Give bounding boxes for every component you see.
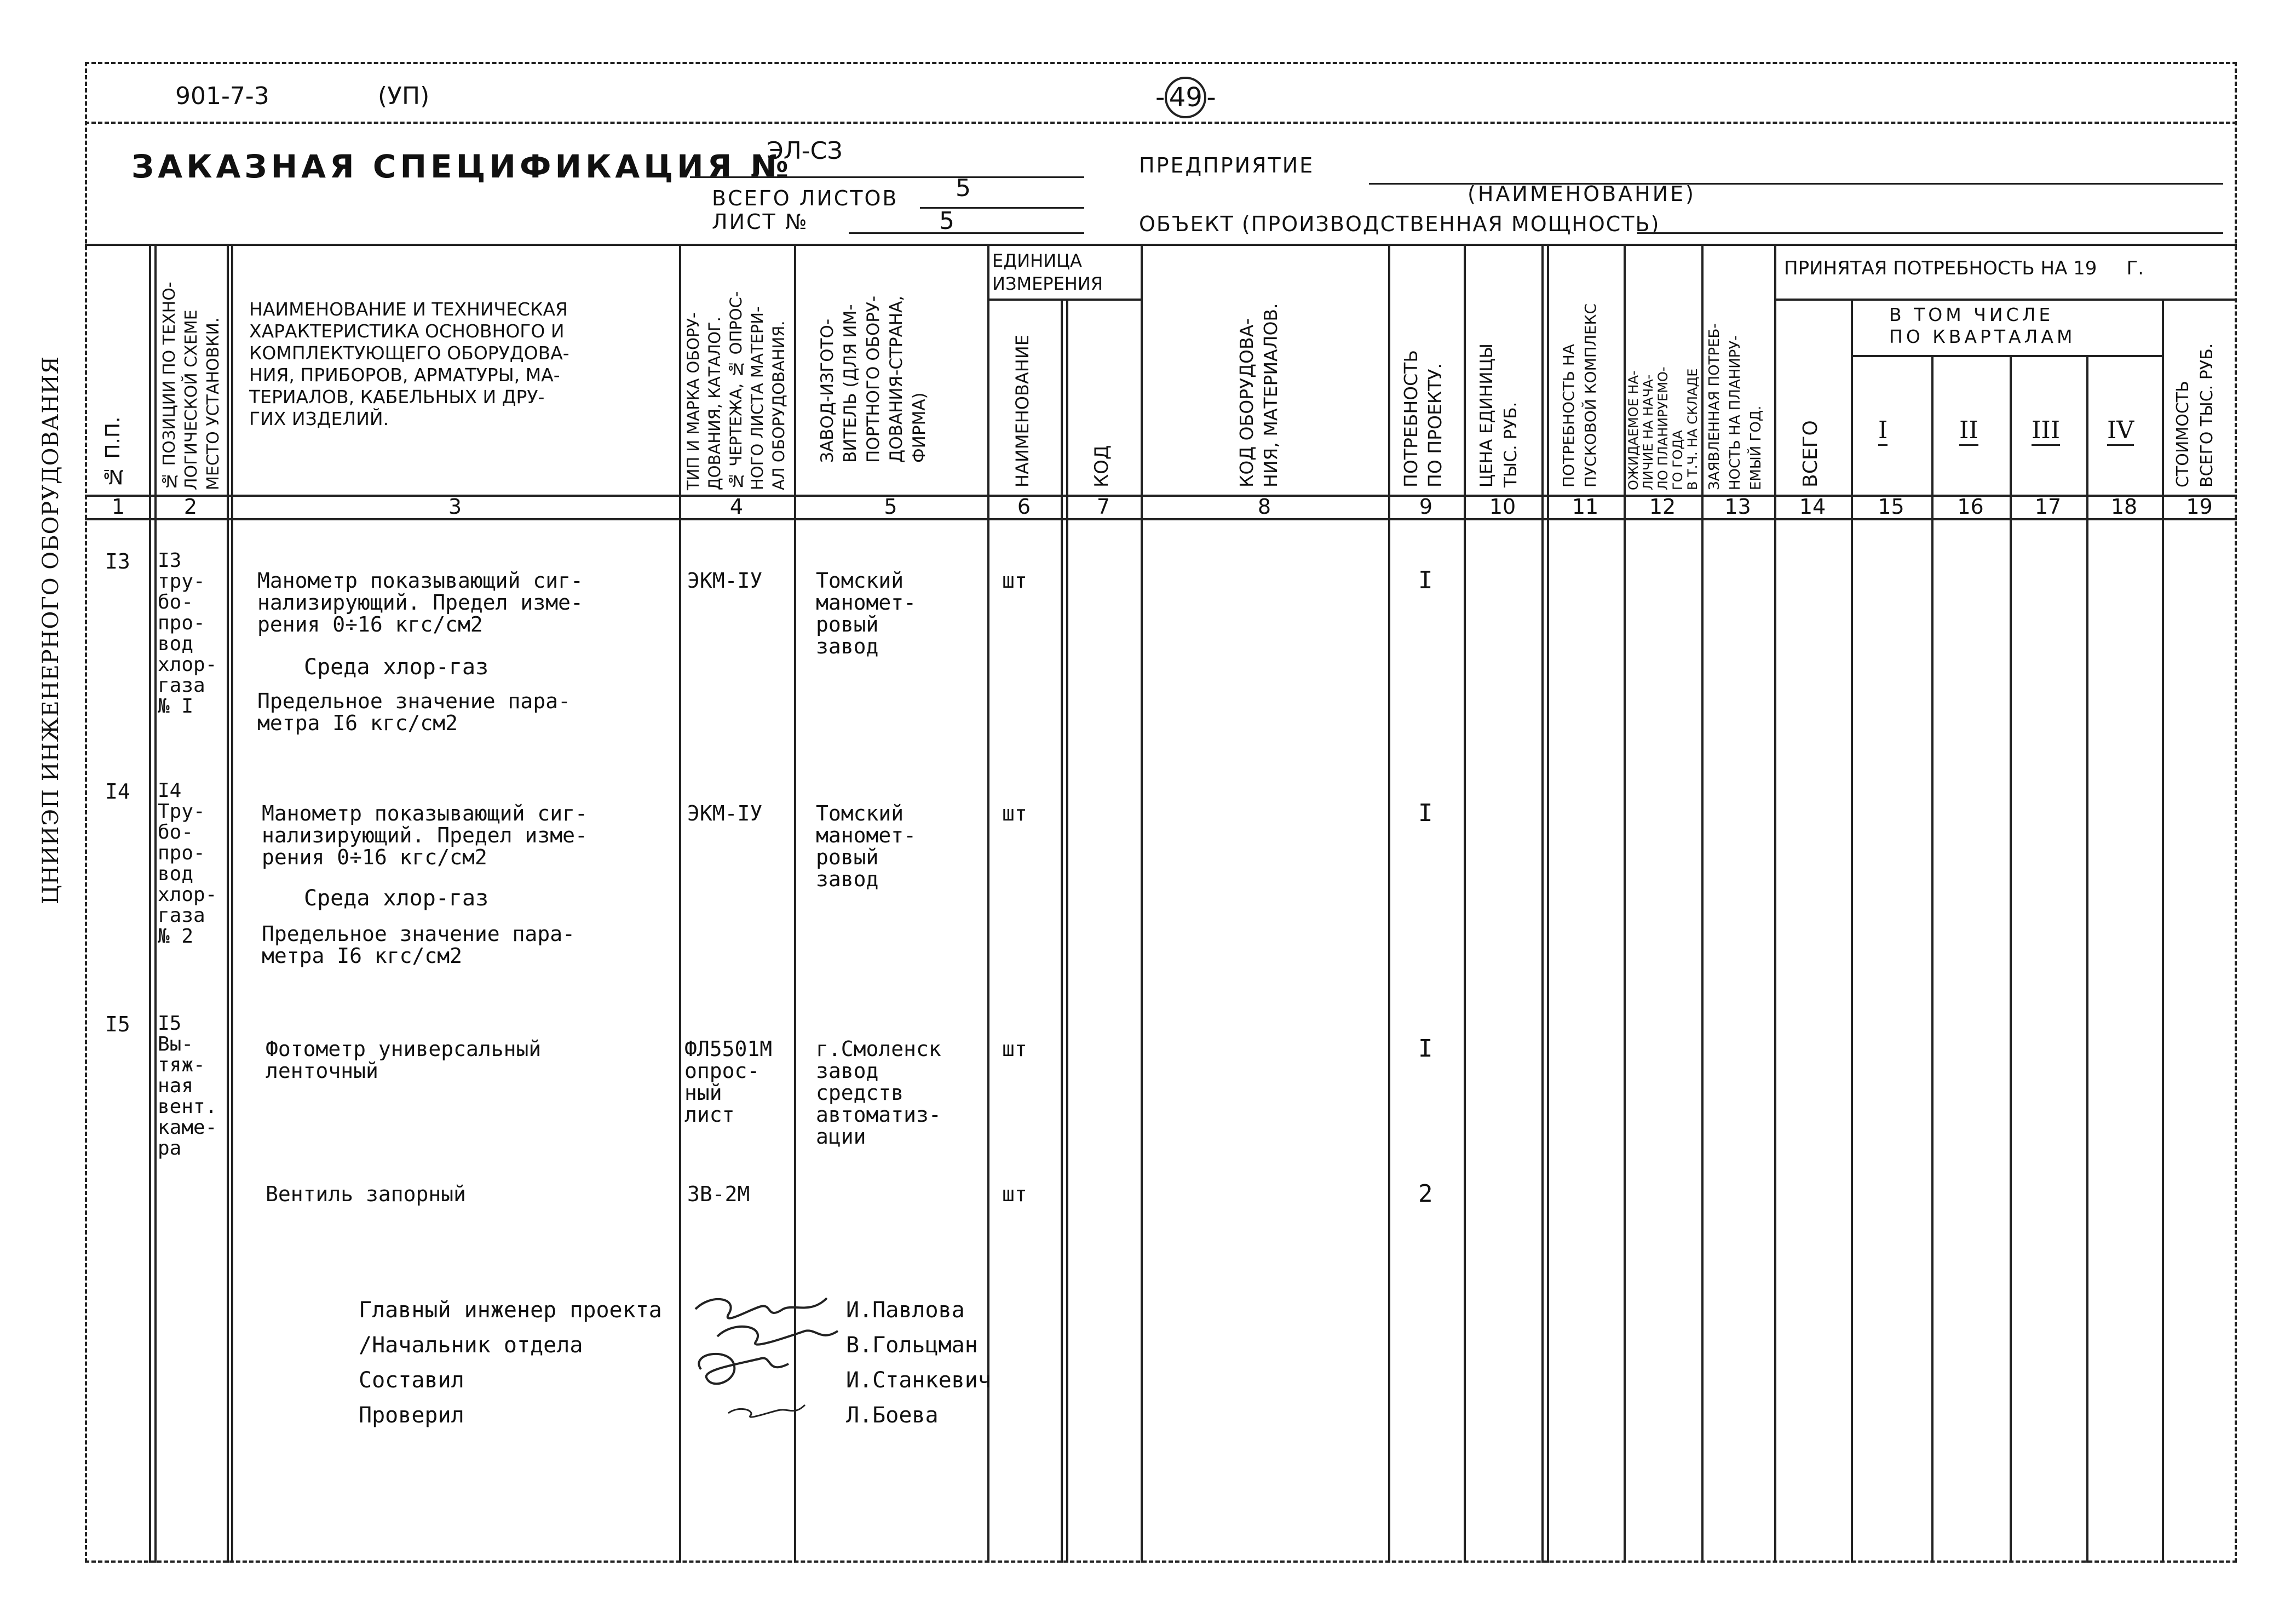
col-number: 9 (1419, 495, 1433, 519)
row-qty: I (1418, 799, 1433, 827)
name-caption: (НАИМЕНОВАНИЕ) (1468, 182, 1696, 206)
col-number: 18 (2110, 495, 2138, 519)
row-name: Манометр показывающий сиг- нализирующий. Предел изме- рения 0÷16 кгс/см2 (262, 801, 588, 869)
row-number: I3 (105, 549, 130, 573)
row-name: Манометр показывающий сиг- нализирующий. Предел изме- рения 0÷16 кгс/см2 (257, 569, 583, 636)
row-maker: Томский маномет- ровый завод (816, 569, 917, 658)
col-header-14-18: ПРИНЯТАЯ ПОТРЕБНОСТЬ НА 19 Г. (1784, 257, 2144, 279)
col-header-18: IV (2107, 416, 2134, 446)
col-header-7: КОД (1091, 445, 1113, 487)
total-sheets-label: ВСЕГО ЛИСТОВ (712, 186, 899, 210)
page-title: ЗАКАЗНАЯ СПЕЦИФИКАЦИЯ № (131, 148, 793, 185)
row-unit: шт (1002, 801, 1027, 825)
col-number: 16 (1957, 495, 1984, 519)
col-number: 10 (1489, 495, 1516, 519)
col-header-2: № ПОЗИЦИИ ПО ТЕХНО- ЛОГИЧЕСКОЙ СХЕМЕ МЕСТО УСТАНОВКИ. (160, 282, 223, 490)
col-header-15-18: В ТОМ ЧИСЛЕ ПО КВАРТАЛАМ (1889, 304, 2076, 347)
col-header-3: НАИМЕНОВАНИЕ И ТЕХНИЧЕСКАЯ ХАРАКТЕРИСТИКА ОСНОВНОГО И КОМПЛЕКТУЮЩЕГО ОБОРУДОВА- НИЯ, ПРИБОРОВ, АРМАТУРЫ, МА- ТЕРИАЛОВ, КАБЕЛЬНЫХ И ДРУ- ГИХ ИЗДЕЛИЙ. (249, 299, 569, 429)
spec-number: ЭЛ-СЗ (767, 137, 843, 165)
row-type: 3В-2М (687, 1182, 750, 1206)
row-name: Вентиль запорный (266, 1182, 467, 1206)
row-type: ЭКМ-IУ (687, 569, 763, 593)
col-number: 13 (1724, 495, 1751, 519)
row-position: I5 Вы- тяж- ная вент. каме- ра (158, 1012, 217, 1160)
col-number: 11 (1572, 495, 1599, 519)
row-position: I3 тру- бо- про- вод хлор- газа № I (158, 549, 217, 718)
row-medium: Среда хлор-газ (304, 655, 489, 680)
col-header-6-7: ЕДИНИЦА ИЗМЕРЕНИЯ (992, 250, 1103, 294)
enterprise-label: ПРЕДПРИЯТИЕ (1139, 153, 1315, 177)
col-header-5: ЗАВОД-ИЗГОТО- ВИТЕЛЬ (ДЛЯ ИМ- ПОРТНОГО ОБОРУ- ДОВАНИЯ-СТРАНА, ФИРМА) (818, 295, 929, 463)
col-header-10: ЦЕНА ЕДИНИЦЫ ТЫС. РУБ. (1477, 343, 1521, 487)
col-number: 6 (1017, 495, 1031, 519)
row-number: I4 (105, 779, 130, 804)
row-qty: 2 (1418, 1180, 1433, 1208)
col-header-1: № П.П. (102, 416, 124, 487)
signature-roles: Главный инженер проекта /Начальник отдела Составил Проверил (359, 1298, 662, 1428)
row-maker: Томский маномет- ровый завод (816, 801, 917, 891)
col-header-14: ВСЕГО (1799, 420, 1822, 487)
col-header-12: ОЖИДАЕМОЕ НА- ЛИЧИЕ НА НАЧА- ЛО ПЛАНИРУЕМО- ГО ГОДА В Т.Ч. НА СКЛАДЕ (1626, 366, 1700, 490)
row-unit: шт (1002, 1037, 1027, 1061)
row-number: I5 (105, 1012, 130, 1036)
doc-series: (УП) (378, 82, 430, 110)
row-position: I4 Тру- бо- про- вод хлор- газа № 2 (158, 779, 217, 948)
col-header-9: ПОТРЕБНОСТЬ ПО ПРОЕКТУ. (1400, 350, 1446, 487)
row-maker: г.Смоленск завод средств автоматиз- ации (816, 1037, 941, 1149)
col-number: 4 (729, 495, 744, 519)
object-label: ОБЪЕКТ (ПРОИЗВОДСТВЕННАЯ МОЩНОСТЬ) (1139, 212, 1660, 236)
side-caption: ЦНИИЭП ИНЖЕНЕРНОГО ОБОРУДОВАНИЯ (38, 355, 64, 904)
col-number: 7 (1096, 495, 1110, 519)
col-header-17: III (2032, 416, 2060, 446)
col-number: 5 (884, 495, 897, 519)
handwritten-signatures (679, 1276, 843, 1441)
row-medium: Среда хлор-газ (304, 886, 489, 911)
col-header-19: СТОИМОСТЬ ВСЕГО ТЫС. РУБ. (2173, 343, 2217, 487)
col-number: 1 (111, 495, 125, 519)
col-number: 3 (448, 495, 462, 519)
table-top-border (85, 244, 2237, 246)
col-number: 14 (1799, 495, 1826, 519)
col-header-16: II (1959, 416, 1978, 446)
col-header-15: I (1878, 416, 1888, 446)
col-number: 8 (1257, 495, 1271, 519)
row-type: ФЛ5501М опрос- ный лист (684, 1037, 773, 1127)
row-unit: шт (1002, 1182, 1027, 1206)
col-header-4: ТИП И МАРКА ОБОРУ- ДОВАНИЯ, КАТАЛОГ. № ЧЕРТЕЖА, № ОПРОС- НОГО ЛИСТА МАТЕРИ- АЛ ОБОРУДОВАНИЯ. (684, 291, 788, 490)
col-number: 2 (183, 495, 198, 519)
col-header-11: ПОТРЕБНОСТЬ НА ПУСКОВОЙ КОМПЛЕКС (1560, 303, 1599, 487)
doc-code: 901-7-3 (175, 82, 269, 110)
col-number: 15 (1878, 495, 1904, 519)
row-name: Фотометр универсальный ленточный (266, 1037, 542, 1083)
total-sheets: 5 (956, 174, 971, 202)
col-number: 12 (1649, 495, 1676, 519)
row-qty: I (1418, 566, 1433, 594)
col-header-6: НАИМЕНОВАНИЕ (1012, 334, 1033, 487)
col-number: 19 (2186, 495, 2213, 519)
row-limit: Предельное значение пара- метра I6 кгс/см2 (257, 689, 571, 735)
row-qty: I (1418, 1035, 1433, 1063)
col-header-8: КОД ОБОРУДОВА- НИЯ, МАТЕРИАЛОВ. (1236, 303, 1281, 487)
row-unit: шт (1002, 569, 1027, 593)
sheet-label: ЛИСТ № (712, 210, 809, 234)
page-number: - 49 - (1155, 77, 1216, 118)
row-type: ЭКМ-IУ (687, 801, 763, 825)
col-header-13: ЗАЯВЛЕННАЯ ПОТРЕБ- НОСТЬ НА ПЛАНИРУ- ЕМЫЙ ГОД. (1706, 323, 1764, 490)
col-number: 17 (2034, 495, 2062, 519)
top-divider (85, 122, 2237, 124)
signature-names: И.Павлова В.Гольцман И.Станкевич Л.Боева (846, 1298, 991, 1428)
sheet-number: 5 (939, 207, 954, 235)
row-limit: Предельное значение пара- метра I6 кгс/см2 (262, 922, 575, 968)
